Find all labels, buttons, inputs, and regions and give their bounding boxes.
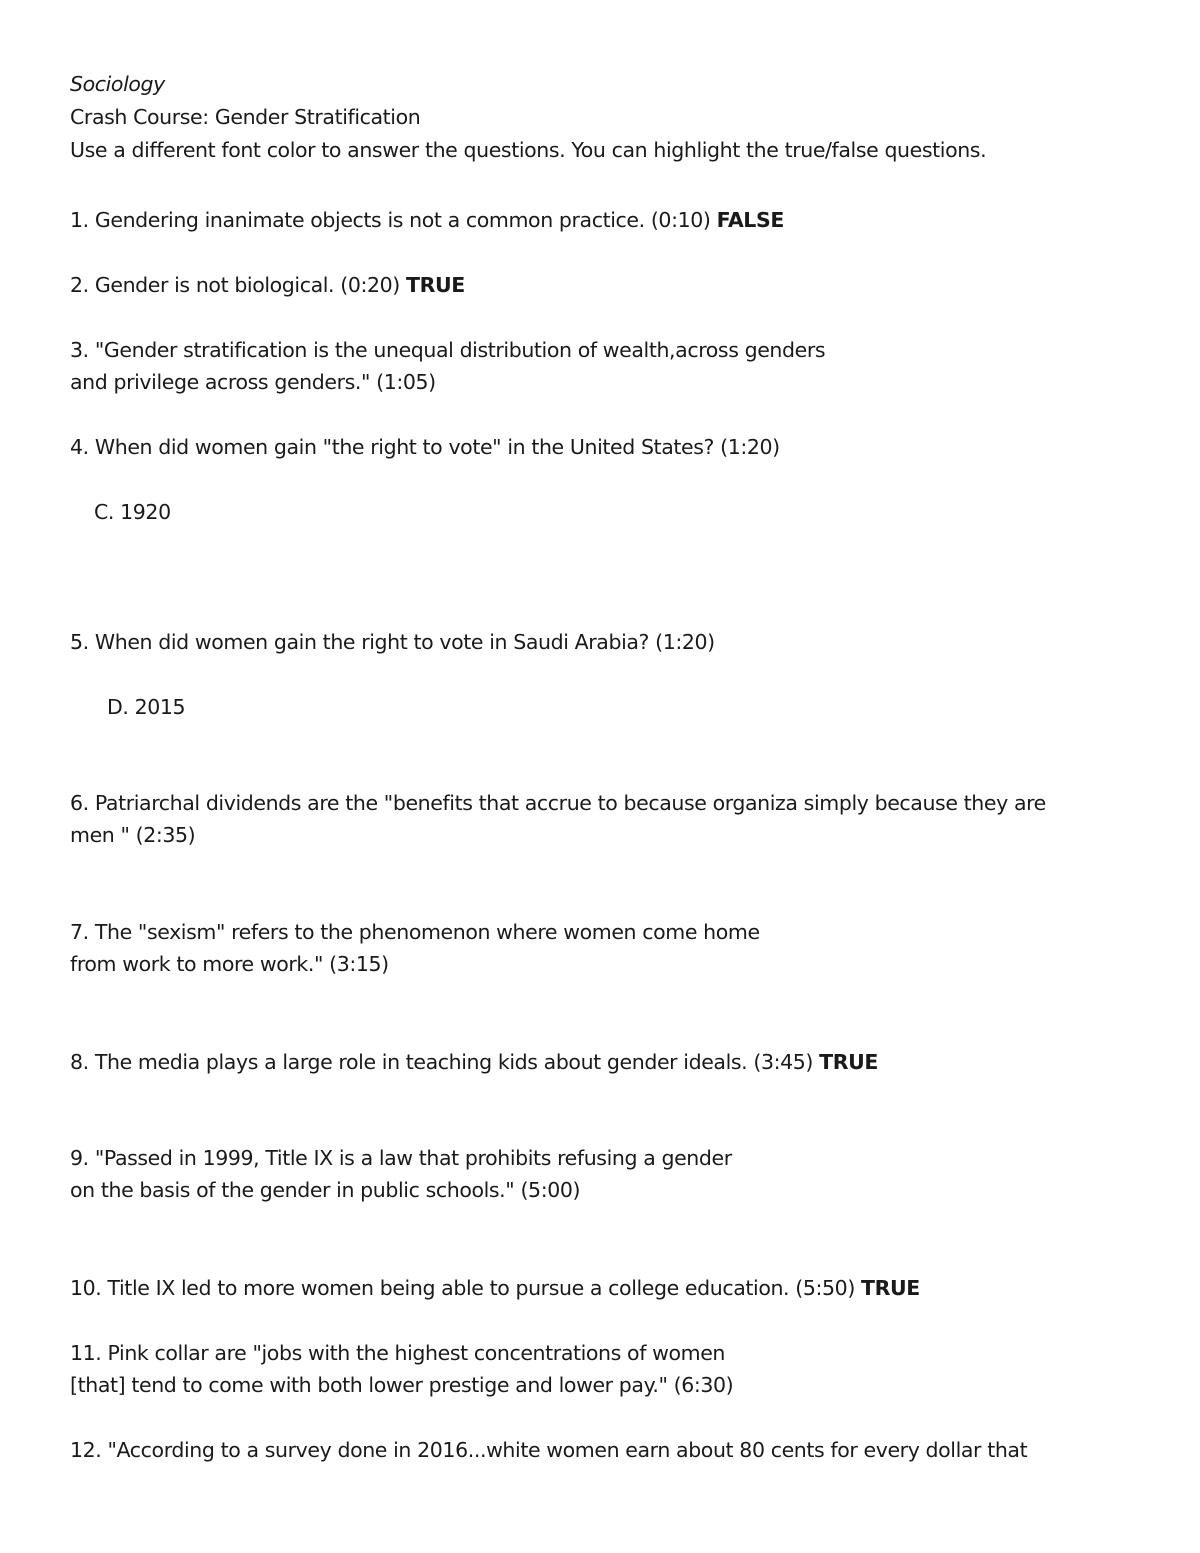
question-4: 4. When did women gain "the right to vote" in the United States? (1:20) — [70, 435, 780, 459]
question-6-line-1: 6. Patriarchal dividends are the "benefits that accrue to because organiza simply because they are — [70, 791, 1046, 815]
question-7-line-1: 7. The "sexism" refers to the phenomenon where women come home — [70, 920, 760, 944]
question-5: 5. When did women gain the right to vote in Saudi Arabia? (1:20) — [70, 630, 715, 654]
question-text: 1. Gendering inanimate objects is not a common practice. (0:10) — [70, 208, 711, 232]
question-3-line-1: 3. "Gender stratification is the unequal distribution of wealth,across genders — [70, 338, 826, 362]
question-6-line-2: men " (2:35) — [70, 823, 196, 847]
question-2 — [70, 269, 465, 301]
answer-true: TRUE — [819, 1050, 878, 1074]
answer-choice: D. 2015 — [107, 695, 186, 719]
instructions: Use a different font color to answer the questions. You can highlight the true/false questions. — [70, 138, 987, 162]
answer-true: TRUE — [861, 1276, 920, 1300]
question-8 — [70, 1046, 878, 1078]
answer-false: FALSE — [716, 208, 784, 232]
worksheet-title: Crash Course: Gender Stratification — [70, 105, 421, 129]
question-3-line-2: and privilege across genders." (1:05) — [70, 370, 436, 394]
question-10 — [70, 1272, 920, 1304]
subject-heading: Sociology — [70, 72, 165, 96]
question-12: 12. "According to a survey done in 2016...white women earn about 80 cents for every dollar that — [70, 1438, 1028, 1462]
answer-true: TRUE — [406, 273, 465, 297]
question-text: 10. Title IX led to more women being able to pursue a college education. (5:50) — [70, 1276, 855, 1300]
question-text: 8. The media plays a large role in teaching kids about gender ideals. (3:45) — [70, 1050, 814, 1074]
question-11-line-1: 11. Pink collar are "jobs with the highest concentrations of women — [70, 1341, 726, 1365]
question-1 — [70, 204, 784, 236]
question-9-line-2: on the basis of the gender in public schools." (5:00) — [70, 1178, 581, 1202]
answer-choice: C. 1920 — [94, 500, 171, 524]
question-11-line-2: [that] tend to come with both lower prestige and lower pay." (6:30) — [70, 1373, 734, 1397]
question-text: 2. Gender is not biological. (0:20) — [70, 273, 400, 297]
question-7-line-2: from work to more work." (3:15) — [70, 952, 389, 976]
question-9-line-1: 9. "Passed in 1999, Title IX is a law that prohibits refusing a gender — [70, 1146, 732, 1170]
